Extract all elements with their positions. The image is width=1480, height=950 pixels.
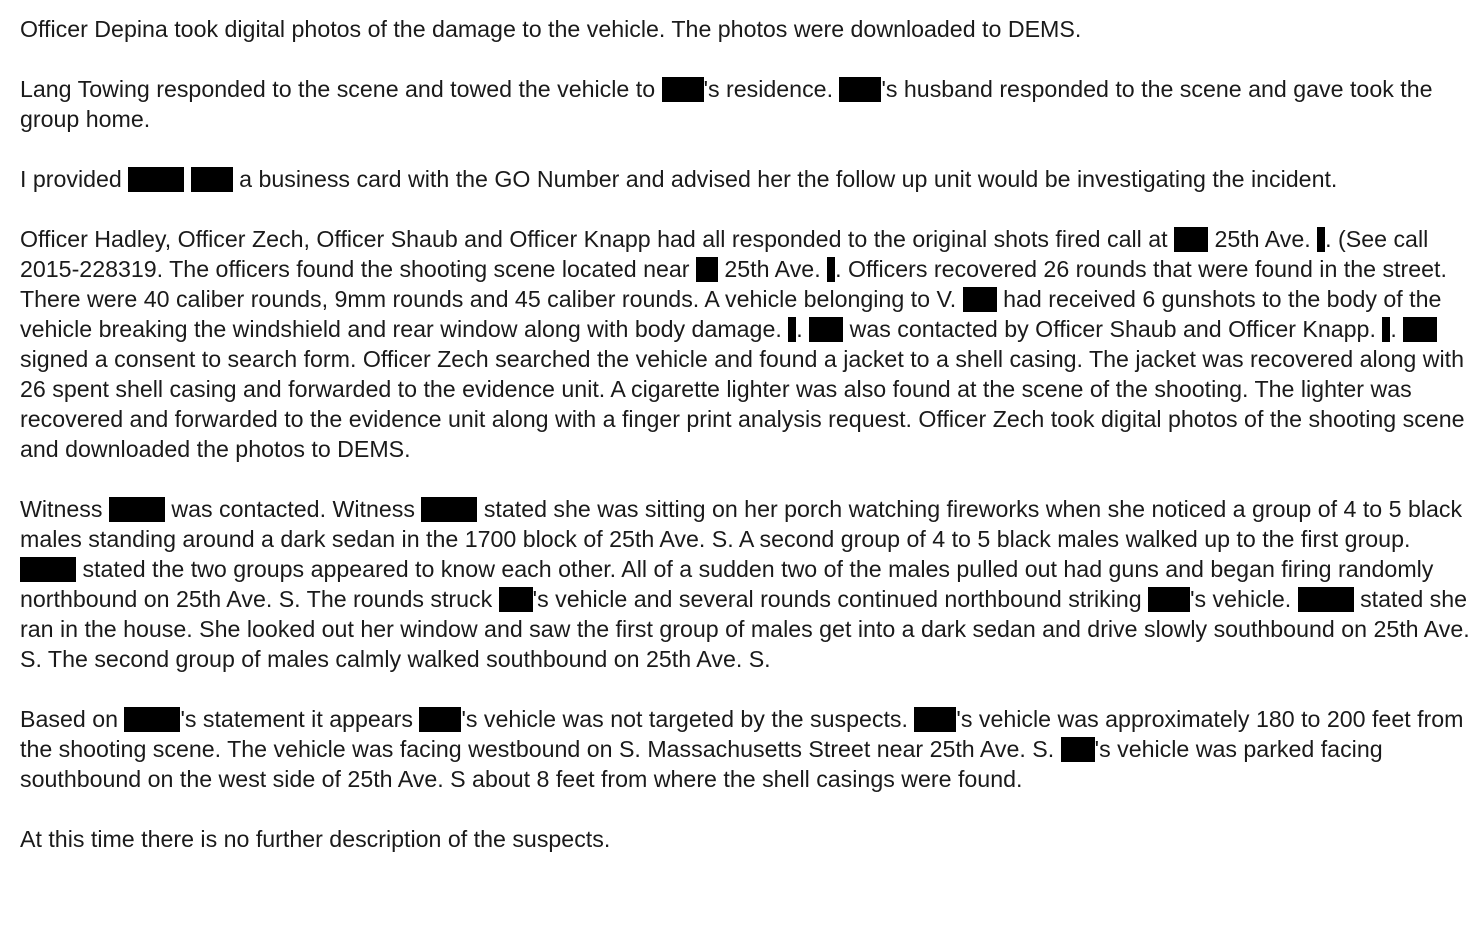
redaction-block — [499, 587, 533, 612]
redaction-block — [1061, 737, 1095, 762]
text-segment: . — [1390, 316, 1404, 342]
text-segment: 's statement it appears — [180, 706, 420, 732]
text-segment: . (See call 2015-228319. The officers found the shooting scene located near — [20, 226, 1429, 282]
text-segment: stated she was sitting on her porch watching fireworks when she noticed a group of 4 to 5 black males standing around a dark sedan in the 1700 block of 25th Ave. S. A second group of 4 to 5 black males walked up to the first group. — [20, 496, 1463, 552]
text-segment: a business card with the GO Number and advised her the follow up unit would be investigating the incident. — [232, 166, 1338, 192]
paragraph-photos — [20, 14, 1470, 44]
text-segment: 's vehicle. — [1190, 586, 1298, 612]
redaction-block — [419, 707, 461, 732]
redaction-block — [914, 707, 956, 732]
redaction-block — [109, 497, 165, 522]
text-segment: 25th Ave. — [1208, 226, 1318, 252]
redaction-block — [839, 77, 881, 102]
redaction-block — [20, 557, 76, 582]
text-segment: had received 6 gunshots to the body of the vehicle breaking the windshield and rear window along with body damage. — [20, 286, 1442, 342]
paragraph-shooting-scene — [20, 224, 1470, 464]
text-segment: . — [796, 316, 810, 342]
redaction-block — [124, 707, 180, 732]
paragraph-suspect-description — [20, 824, 1470, 854]
redaction-block — [1174, 227, 1208, 252]
text-segment: stated she ran in the house. She looked out her window and saw the first group of males get into a dark sedan and drive slowly southbound on 25th Ave. S. The second group of males calmly walked southbound on 25th Ave. S. — [20, 586, 1470, 672]
text-segment: was contacted. Witness — [164, 496, 422, 522]
text-segment: Officer Depina took digital photos of the damage to the vehicle. The photos were downloaded to DEMS. — [20, 16, 1082, 42]
redaction-block — [1298, 587, 1354, 612]
redaction-block — [421, 497, 477, 522]
text-segment: stated the two groups appeared to know each other. All of a sudden two of the males pulled out had guns and began firing randomly northbound on 25th Ave. S. The rounds struck — [20, 556, 1434, 612]
paragraph-witness-statement — [20, 494, 1470, 674]
redaction-block — [128, 167, 184, 192]
redaction-block — [696, 257, 718, 282]
report-document — [20, 14, 1470, 854]
paragraph-business-card — [20, 164, 1470, 194]
text-segment: 25th Ave. — [717, 256, 828, 282]
text-segment: Officer Hadley, Officer Zech, Officer Shaub and Officer Knapp had all responded to the original shots fired call at — [20, 226, 1174, 252]
text-segment: was contacted by Officer Shaub and Officer Knapp. — [843, 316, 1383, 342]
text-segment: 's vehicle was not targeted by the suspects. — [461, 706, 915, 732]
redaction-block — [1403, 317, 1437, 342]
text-segment: Witness — [20, 496, 109, 522]
text-segment: Based on — [20, 706, 125, 732]
text-segment: 's vehicle was parked facing southbound on the west side of 25th Ave. S about 8 feet from where the shell casings were found. — [20, 736, 1383, 792]
text-segment: signed a consent to search form. Officer Zech searched the vehicle and found a jacket to a shell casing. The jacket was recovered along with 26 spent shell casing and forwarded to the evidence unit. A cigarette lighter was also found at the scene of the shooting. The lighter was recovered and forwarded to the evidence unit along with a finger print analysis request. Officer Zech took digital photos of the shooting scene and downloaded the photos to DEMS. — [20, 346, 1465, 462]
redaction-block — [1317, 227, 1325, 252]
text-segment: . Officers recovered 26 rounds that were found in the street. There were 40 caliber rounds, 9mm rounds and 45 caliber rounds. A vehicle belonging to V. — [20, 256, 1447, 312]
redaction-block — [662, 77, 704, 102]
paragraph-conclusion — [20, 704, 1470, 794]
redaction-block — [1148, 587, 1190, 612]
text-segment: 's husband responded to the scene and gave took the group home. — [20, 76, 1433, 132]
text-segment: 's vehicle and several rounds continued northbound striking — [532, 586, 1149, 612]
redaction-block — [809, 317, 843, 342]
paragraph-towing — [20, 74, 1470, 134]
redaction-block — [191, 167, 233, 192]
text-segment: At this time there is no further description of the suspects. — [20, 826, 611, 852]
text-segment: 's vehicle was approximately 180 to 200 feet from the shooting scene. The vehicle was facing westbound on S. Massachusetts Street near 25th Ave. S. — [20, 706, 1464, 762]
text-segment: I provided — [20, 166, 129, 192]
text-segment: 's residence. — [703, 76, 840, 102]
redaction-block — [963, 287, 997, 312]
text-segment: Lang Towing responded to the scene and towed the vehicle to — [20, 76, 662, 102]
redaction-block — [827, 257, 835, 282]
